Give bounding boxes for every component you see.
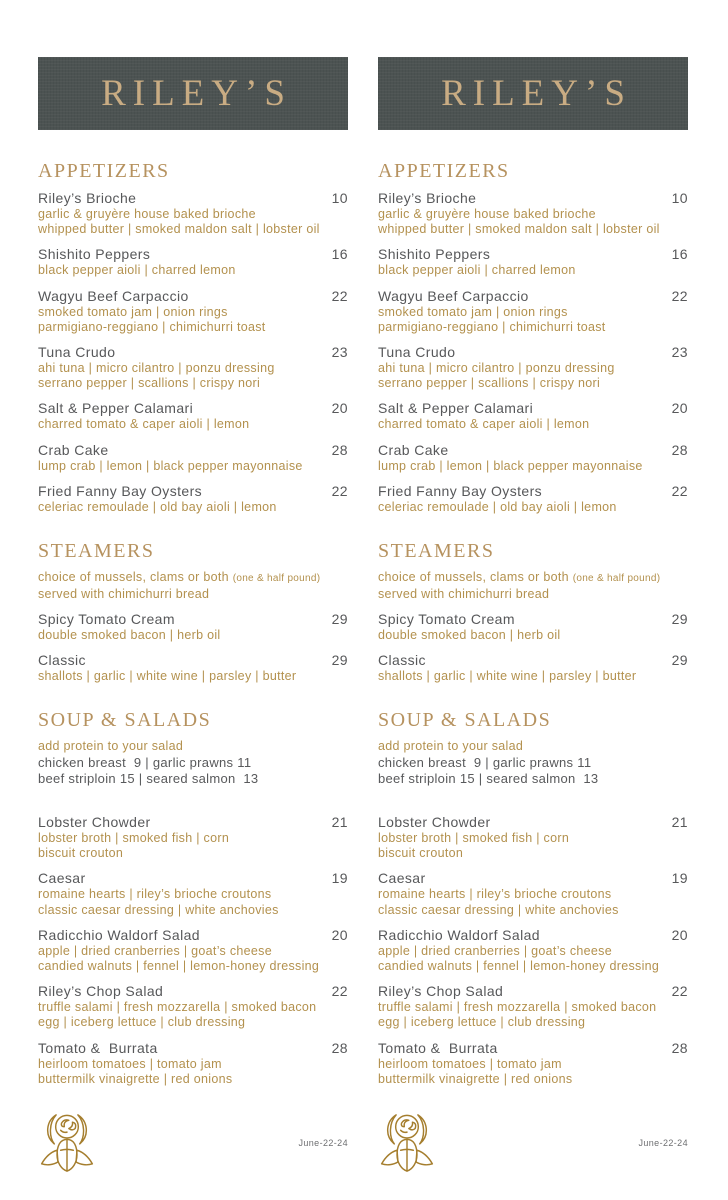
item-name: Tuna Crudo xyxy=(38,344,116,361)
item-price: 10 xyxy=(331,190,348,206)
menu-item xyxy=(378,870,688,917)
menu-item xyxy=(38,190,348,237)
menu-item xyxy=(38,652,348,684)
item-name: Salt & Pepper Calamari xyxy=(38,400,194,417)
item-name: Spicy Tomato Cream xyxy=(378,611,515,628)
menu-section xyxy=(378,710,688,1087)
menu-item xyxy=(38,400,348,432)
item-name: Spicy Tomato Cream xyxy=(38,611,175,628)
item-name: Radicchio Waldorf Salad xyxy=(378,926,540,943)
item-header xyxy=(38,1040,348,1057)
item-header xyxy=(38,611,348,628)
menu-item xyxy=(378,611,688,643)
item-header xyxy=(378,190,688,207)
menu-item xyxy=(38,483,348,515)
item-description xyxy=(38,207,348,237)
item-description-line: black pepper aioli | charred lemon xyxy=(38,263,236,278)
item-description-line: ahi tuna | micro cilantro | ponzu dressing xyxy=(38,361,275,376)
item-description-line: parmigiano-reggiano | chimichurri toast xyxy=(378,319,606,334)
item-price: 28 xyxy=(331,1039,348,1056)
item-name: Tomato & Burrata xyxy=(378,1039,498,1056)
item-description-line: romaine hearts | riley’s brioche croutons xyxy=(378,887,612,902)
section-intro-line xyxy=(38,587,348,603)
item-description-line: black pepper aioli | charred lemon xyxy=(378,263,576,278)
intro-text: served with chimichurri bread xyxy=(378,586,550,601)
menu-sections xyxy=(38,161,348,1096)
item-price: 22 xyxy=(331,482,348,499)
item-name: Caesar xyxy=(378,870,426,887)
item-description xyxy=(38,361,348,391)
item-description xyxy=(378,1000,688,1030)
item-header xyxy=(378,1040,688,1057)
menu-item xyxy=(378,344,688,391)
menu-column xyxy=(38,57,348,1200)
item-name: Crab Cake xyxy=(378,441,449,458)
item-price: 10 xyxy=(671,190,688,206)
section-items xyxy=(38,190,348,515)
intro-text: add protein to your salad xyxy=(38,739,184,754)
item-description xyxy=(38,417,348,432)
item-price: 29 xyxy=(671,611,688,628)
item-description-line: apple | dried cranberries | goat’s cheese xyxy=(378,943,612,958)
section-title: STEAMERS xyxy=(378,540,495,563)
item-header xyxy=(378,442,688,459)
item-header xyxy=(38,983,348,1000)
item-description xyxy=(38,669,348,684)
section-title: STEAMERS xyxy=(38,540,155,563)
item-name: Lobster Chowder xyxy=(38,813,151,830)
item-description-line: heirloom tomatoes | tomato jam xyxy=(38,1056,222,1071)
item-header xyxy=(38,288,348,305)
menu-item xyxy=(38,246,348,278)
brand-header xyxy=(38,57,348,130)
item-price: 20 xyxy=(331,400,348,417)
menu-item xyxy=(378,442,688,474)
menu-section xyxy=(38,161,348,515)
item-description xyxy=(378,500,688,515)
section-intro-line xyxy=(38,739,348,755)
item-price: 22 xyxy=(331,983,348,1000)
menu-item xyxy=(38,611,348,643)
item-price: 29 xyxy=(331,611,348,628)
item-header xyxy=(38,927,348,944)
menu-sections xyxy=(378,161,688,1096)
item-header xyxy=(378,814,688,831)
section-intro-line xyxy=(378,755,688,772)
item-price: 20 xyxy=(331,926,348,943)
menu-date: June-22-24 xyxy=(298,1138,348,1148)
menu-item xyxy=(38,983,348,1030)
item-description xyxy=(38,263,348,278)
item-header xyxy=(38,344,348,361)
section-intro xyxy=(378,570,688,602)
item-description xyxy=(378,831,688,861)
menu-item xyxy=(38,442,348,474)
item-description-line: shallots | garlic | white wine | parsley | butter xyxy=(38,669,297,684)
item-description-line: egg | iceberg lettuce | club dressing xyxy=(378,1015,586,1030)
item-header xyxy=(378,246,688,263)
item-price: 28 xyxy=(671,1039,688,1056)
item-name: Salt & Pepper Calamari xyxy=(378,400,534,417)
brand-logo-text: RILEY’S xyxy=(441,73,632,114)
item-header xyxy=(38,442,348,459)
menu-item xyxy=(378,652,688,684)
item-description-line: parmigiano-reggiano | chimichurri toast xyxy=(38,319,266,334)
intro-text-small: (one & half pound) xyxy=(232,573,321,585)
item-description xyxy=(378,669,688,684)
item-description-line: biscuit crouton xyxy=(378,846,464,861)
item-description-line: truffle salami | fresh mozzarella | smoked bacon xyxy=(378,1000,657,1015)
menu-section xyxy=(378,541,688,684)
item-header xyxy=(378,483,688,500)
item-description-line: garlic & gruyère house baked brioche xyxy=(378,207,596,221)
menu-item xyxy=(38,1040,348,1087)
item-description-line: garlic & gruyère house baked brioche xyxy=(38,207,256,221)
section-items xyxy=(378,814,688,1087)
item-description-line: lobster broth | smoked fish | corn xyxy=(378,830,570,845)
item-description-line: smoked tomato jam | onion rings xyxy=(378,304,568,319)
item-description-line: candied walnuts | fennel | lemon-honey dressing xyxy=(38,958,320,973)
menu-item xyxy=(38,344,348,391)
item-description xyxy=(38,305,348,335)
menu-item xyxy=(378,400,688,432)
item-description-line: heirloom tomatoes | tomato jam xyxy=(378,1056,562,1071)
item-description-line: classic caesar dressing | white anchovies xyxy=(38,902,279,917)
item-price: 29 xyxy=(671,652,688,669)
item-header xyxy=(378,870,688,887)
crab-icon xyxy=(38,1112,96,1174)
item-price: 20 xyxy=(671,400,688,417)
item-name: Wagyu Beef Carpaccio xyxy=(38,287,189,304)
item-description-line: charred tomato & caper aioli | lemon xyxy=(38,417,250,432)
item-description-line: lump crab | lemon | black pepper mayonnaise xyxy=(378,458,643,473)
item-description xyxy=(38,1000,348,1030)
section-items xyxy=(38,611,348,684)
item-header xyxy=(378,927,688,944)
item-header xyxy=(378,288,688,305)
section-title: SOUP & SALADS xyxy=(378,709,552,732)
intro-text: chicken breast 9 | garlic prawns 11 xyxy=(38,754,252,770)
item-name: Tomato & Burrata xyxy=(38,1039,158,1056)
menu-item xyxy=(378,483,688,515)
item-name: Radicchio Waldorf Salad xyxy=(38,926,200,943)
section-intro-line xyxy=(378,771,688,788)
item-description xyxy=(378,628,688,643)
item-description-line: whipped butter | smoked maldon salt | lobster oil xyxy=(38,222,320,237)
item-price: 22 xyxy=(331,287,348,304)
menu-item xyxy=(378,983,688,1030)
menu-item xyxy=(378,814,688,861)
item-price: 19 xyxy=(331,870,348,887)
item-price: 19 xyxy=(671,870,688,887)
item-price: 29 xyxy=(331,652,348,669)
item-description-line: buttermilk vinaigrette | red onions xyxy=(38,1071,233,1086)
menu-section xyxy=(378,161,688,515)
item-header xyxy=(38,652,348,669)
menu-item xyxy=(38,927,348,974)
item-name: Classic xyxy=(378,652,426,669)
intro-text: beef striploin 15 | seared salmon 13 xyxy=(38,771,259,787)
menu-item xyxy=(378,246,688,278)
item-header xyxy=(38,483,348,500)
menu-section xyxy=(38,710,348,1087)
menu-item xyxy=(378,288,688,335)
item-description-line: serrano pepper | scallions | crispy nori xyxy=(378,376,601,391)
menu-date: June-22-24 xyxy=(638,1138,688,1148)
item-header xyxy=(38,190,348,207)
item-name: Fried Fanny Bay Oysters xyxy=(378,482,543,499)
intro-text: add protein to your salad xyxy=(378,739,524,754)
section-intro-line xyxy=(378,570,688,587)
section-intro xyxy=(38,739,348,788)
item-price: 28 xyxy=(331,441,348,458)
item-header xyxy=(378,983,688,1000)
item-description-line: lobster broth | smoked fish | corn xyxy=(38,830,230,845)
item-header xyxy=(38,246,348,263)
section-intro xyxy=(38,570,348,602)
item-header xyxy=(378,611,688,628)
item-description-line: smoked tomato jam | onion rings xyxy=(38,304,228,319)
item-price: 22 xyxy=(671,983,688,1000)
item-price: 22 xyxy=(671,482,688,499)
item-price: 21 xyxy=(671,813,688,830)
section-items xyxy=(38,814,348,1087)
intro-text: choice of mussels, clams or both xyxy=(378,570,573,585)
item-price: 16 xyxy=(331,246,348,263)
intro-text-small: (one & half pound) xyxy=(572,573,661,585)
item-price: 20 xyxy=(671,926,688,943)
item-name: Lobster Chowder xyxy=(378,813,491,830)
item-description-line: celeriac remoulade | old bay aioli | lemon xyxy=(378,499,617,514)
section-items xyxy=(378,190,688,515)
item-description xyxy=(38,500,348,515)
item-name: Classic xyxy=(38,652,86,669)
section-intro-line xyxy=(38,755,348,772)
item-description-line: biscuit crouton xyxy=(38,846,124,861)
item-description-line: egg | iceberg lettuce | club dressing xyxy=(38,1015,246,1030)
item-header xyxy=(378,344,688,361)
item-price: 16 xyxy=(671,246,688,263)
item-name: Shishito Peppers xyxy=(38,246,151,263)
item-description-line: romaine hearts | riley’s brioche croutons xyxy=(38,887,272,902)
menu-item xyxy=(378,1040,688,1087)
intro-text: chicken breast 9 | garlic prawns 11 xyxy=(378,754,592,770)
section-intro-line xyxy=(378,587,688,603)
item-description xyxy=(38,459,348,474)
crab-icon xyxy=(378,1112,436,1174)
brand-logo-text: RILEY’S xyxy=(101,73,292,114)
intro-text: choice of mussels, clams or both xyxy=(38,570,233,585)
item-description xyxy=(378,1057,688,1087)
item-description xyxy=(378,361,688,391)
item-description xyxy=(378,417,688,432)
intro-text: served with chimichurri bread xyxy=(38,586,210,601)
menu-item xyxy=(378,190,688,237)
item-header xyxy=(38,870,348,887)
menu-item xyxy=(38,814,348,861)
section-intro-line xyxy=(38,570,348,587)
item-description xyxy=(38,887,348,917)
item-name: Wagyu Beef Carpaccio xyxy=(378,287,529,304)
item-name: Tuna Crudo xyxy=(378,344,456,361)
item-name: Fried Fanny Bay Oysters xyxy=(38,482,203,499)
item-description-line: whipped butter | smoked maldon salt | lobster oil xyxy=(378,222,660,237)
section-title: APPETIZERS xyxy=(378,160,510,182)
item-header xyxy=(38,400,348,417)
item-description-line: shallots | garlic | white wine | parsley | butter xyxy=(378,669,637,684)
menu-section xyxy=(38,541,348,684)
item-description-line: classic caesar dressing | white anchovies xyxy=(378,902,619,917)
item-description xyxy=(378,263,688,278)
menu-item xyxy=(378,927,688,974)
item-header xyxy=(38,814,348,831)
item-name: Shishito Peppers xyxy=(378,246,491,263)
section-intro-line xyxy=(378,739,688,755)
section-intro-line xyxy=(38,771,348,788)
section-items xyxy=(378,611,688,684)
item-price: 23 xyxy=(331,344,348,361)
item-description-line: lump crab | lemon | black pepper mayonnaise xyxy=(38,458,303,473)
item-description-line: charred tomato & caper aioli | lemon xyxy=(378,417,590,432)
item-price: 22 xyxy=(671,287,688,304)
item-description-line: candied walnuts | fennel | lemon-honey dressing xyxy=(378,958,660,973)
item-description-line: serrano pepper | scallions | crispy nori xyxy=(38,376,261,391)
item-description-line: double smoked bacon | herb oil xyxy=(38,628,221,643)
item-description xyxy=(378,305,688,335)
menu-footer xyxy=(378,1112,688,1200)
item-description-line: celeriac remoulade | old bay aioli | lemon xyxy=(38,499,277,514)
item-name: Riley’s Brioche xyxy=(378,190,477,206)
item-description xyxy=(38,628,348,643)
item-price: 23 xyxy=(671,344,688,361)
section-title: APPETIZERS xyxy=(38,160,170,182)
item-name: Caesar xyxy=(38,870,86,887)
item-price: 28 xyxy=(671,441,688,458)
menu-footer xyxy=(38,1112,348,1200)
item-description xyxy=(378,459,688,474)
item-header xyxy=(378,652,688,669)
item-description-line: ahi tuna | micro cilantro | ponzu dressing xyxy=(378,361,615,376)
brand-header xyxy=(378,57,688,130)
intro-text: beef striploin 15 | seared salmon 13 xyxy=(378,771,599,787)
item-header xyxy=(378,400,688,417)
item-description xyxy=(378,887,688,917)
menu-item xyxy=(38,870,348,917)
item-price: 21 xyxy=(331,813,348,830)
item-description xyxy=(38,1057,348,1087)
item-description-line: buttermilk vinaigrette | red onions xyxy=(378,1071,573,1086)
item-description xyxy=(378,207,688,237)
item-description-line: double smoked bacon | herb oil xyxy=(378,628,561,643)
item-description xyxy=(38,831,348,861)
section-title: SOUP & SALADS xyxy=(38,709,212,732)
section-intro xyxy=(378,739,688,788)
item-description xyxy=(38,944,348,974)
item-description xyxy=(378,944,688,974)
menu-item xyxy=(38,288,348,335)
item-description-line: apple | dried cranberries | goat’s cheese xyxy=(38,943,272,958)
item-description-line: truffle salami | fresh mozzarella | smoked bacon xyxy=(38,1000,317,1015)
item-name: Crab Cake xyxy=(38,441,109,458)
item-name: Riley’s Chop Salad xyxy=(378,983,504,1000)
item-name: Riley’s Chop Salad xyxy=(38,983,164,1000)
item-name: Riley’s Brioche xyxy=(38,190,137,206)
menu-column xyxy=(378,57,688,1200)
